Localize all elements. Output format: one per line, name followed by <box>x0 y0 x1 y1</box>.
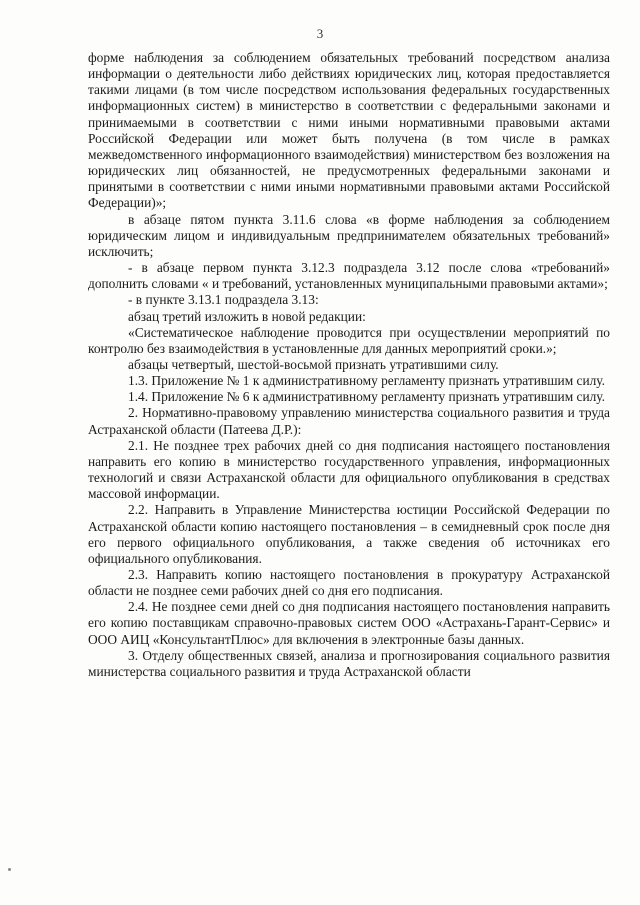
document-body <box>88 50 610 680</box>
paragraph-item: в абзаце пятом пункта 3.11.6 слова «в форме наблюдения за соблюдением юридическим лицом и индивидуальным предпринимателем обязательных требований» исключить; <box>88 211 610 259</box>
paragraph-continuation: форме наблюдения за соблюдением обязательных требований посредством анализа информации о деятельности либо действиях юридических лиц, которая предоставляется такими лицами (в том числе посредством использования федеральных государственных информационных систем) в министерство в соответствии с федеральными законами и принимаемыми в соответствии с ними иными нормативными правовыми актами Российской Федерации или может быть получена (в том числе в рамках межведомственного информационного взаимодействия) министерством без возложения на юридических лиц обязанностей, не предусмотренных федеральными законами и принятыми в соответствии с ними иными нормативными правовыми актами Российской Федерации)»; <box>88 50 610 211</box>
paragraph-item: - в пункте 3.13.1 подраздела 3.13: <box>128 292 319 308</box>
paragraph-item: 2.3. Направить копию настоящего постановления в прокуратуру Астраханской области не позднее семи рабочих дней со дня его подписания. <box>88 567 610 599</box>
paragraph-item: 2.1. Не позднее трех рабочих дней со дня подписания настоящего постановления направить его копию в министерство государственного управления, информационных технологий и связи Астраханской области для официального опубликования в средствах массовой информации. <box>88 437 610 502</box>
paragraph-quote: «Систематическое наблюдение проводится при осуществлении мероприятий по контролю без взаимодействия в установленные для данных мероприятий сроки.»; <box>88 324 610 356</box>
paragraph-item: 2.2. Направить в Управление Министерства юстиции Российской Федерации по Астраханской области копию настоящего постановления – в семидневный срок после дня его первого официального опубликования, а также сведения об источниках его официального опубликования. <box>88 502 610 566</box>
paragraph-item: 1.4. Приложение № 6 к административному регламенту признать утратившим силу. <box>128 389 606 405</box>
page-number: 3 <box>316 26 324 41</box>
paragraph-item: - в абзаце первом пункта 3.12.3 подраздела 3.12 после слова «требований» дополнить словами « и требований, установленных муниципальными правовыми актами»; <box>88 260 610 292</box>
paragraph-item: абзацы четвертый, шестой-восьмой признать утратившими силу. <box>128 356 499 372</box>
paragraph-item: 2. Нормативно-правовому управлению министерства социального развития и труда Астраханской области (Патеева Д.Р.): <box>88 405 610 437</box>
scan-speck <box>8 868 11 871</box>
paragraph-item: 3. Отделу общественных связей, анализа и прогнозирования социального развития министерства социального развития и труда Астраханской области <box>88 647 610 679</box>
paragraph-item: 1.3. Приложение № 1 к административному регламенту признать утратившим силу. <box>128 373 606 389</box>
paragraph-item: абзац третий изложить в новой редакции: <box>128 308 366 324</box>
paragraph-item: 2.4. Не позднее семи дней со дня подписания настоящего постановления направить его копию поставщикам справочно-правовых систем ООО «Астрахань-Гарант-Сервис» и ООО АИЦ «КонсультантПлюс» для включения в электронные базы данных. <box>88 599 610 647</box>
